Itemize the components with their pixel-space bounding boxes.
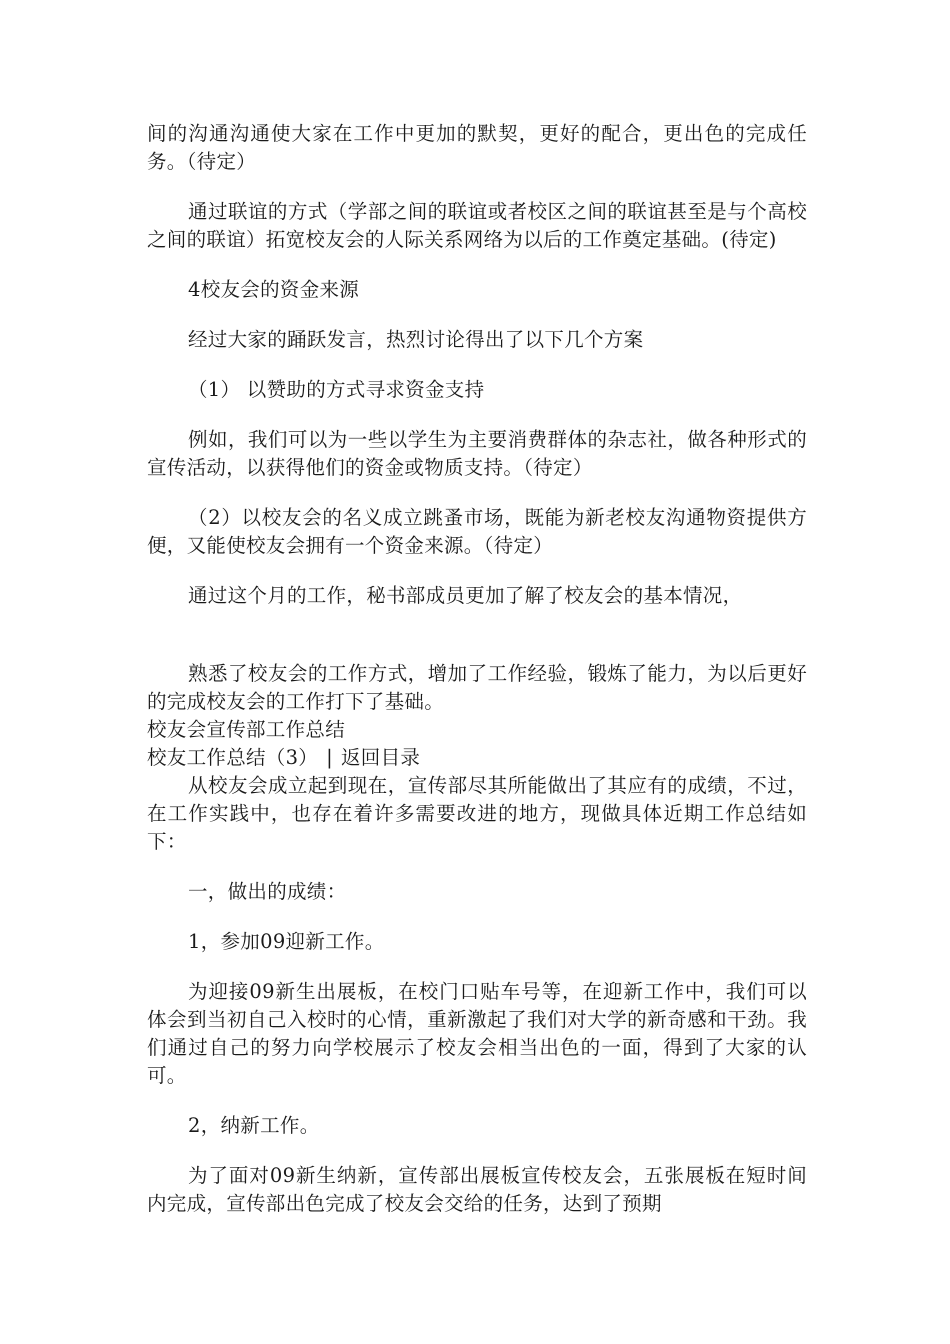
breadcrumb: [147, 744, 807, 772]
back-to-toc-link[interactable]: 返回目录: [340, 746, 421, 769]
paragraph: 例如，我们可以为一些以学生为主要消费群体的杂志社，做各种形式的宣传活动，以获得他们的资金或物质支持。（待定）: [147, 428, 807, 479]
prev-article-link[interactable]: 校友工作总结（3）: [147, 746, 319, 769]
paragraph: 经过大家的踊跃发言，热烈讨论得出了以下几个方案: [188, 328, 644, 351]
section-subheading: 4校友会的资金来源: [188, 278, 360, 301]
nav-separator: |: [326, 746, 333, 769]
list-item: 2，纳新工作。: [188, 1114, 320, 1137]
document-page: [147, 120, 807, 1218]
list-item: 1，参加09迎新工作。: [188, 930, 385, 953]
paragraph: 通过这个月的工作，秘书部成员更加了解了校友会的基本情况，: [188, 584, 743, 607]
list-item: （1） 以赞助的方式寻求资金支持: [188, 378, 485, 401]
paragraph: 熟悉了校友会的工作方式，增加了工作经验，锻炼了能力，为以后更好的完成校友会的工作打下了基础。: [147, 662, 807, 713]
paragraph: 为了面对09新生纳新，宣传部出展板宣传校友会，五张展板在短时间内完成，宣传部出色完成了校友会交给的任务，达到了预期: [147, 1164, 807, 1215]
paragraph: 通过联谊的方式（学部之间的联谊或者校区之间的联谊甚至是与个高校之间的联谊）拓宽校友会的人际关系网络为以后的工作奠定基础。(待定): [147, 200, 807, 251]
paragraph: 从校友会成立起到现在，宣传部尽其所能做出了其应有的成绩，不过，在工作实践中，也存在着许多需要改进的地方，现做具体近期工作总结如下：: [147, 774, 807, 853]
paragraph: 间的沟通沟通使大家在工作中更加的默契，更好的配合，更出色的完成任务。（待定）: [147, 122, 807, 173]
list-item: （2）以校友会的名义成立跳蚤市场，既能为新老校友沟通物资提供方便，又能使校友会拥有一个资金来源。（待定）: [147, 506, 807, 557]
section-title: 校友会宣传部工作总结: [147, 718, 346, 741]
paragraph: 为迎接09新生出展板，在校门口贴车号等，在迎新工作中，我们可以体会到当初自己入校时的心情，重新激起了我们对大学的新奇感和干劲。我们通过自己的努力向学校展示了校友会相当出色的一面，得到了大家的认可。: [147, 980, 807, 1087]
section-subheading: 一，做出的成绩：: [188, 880, 347, 903]
